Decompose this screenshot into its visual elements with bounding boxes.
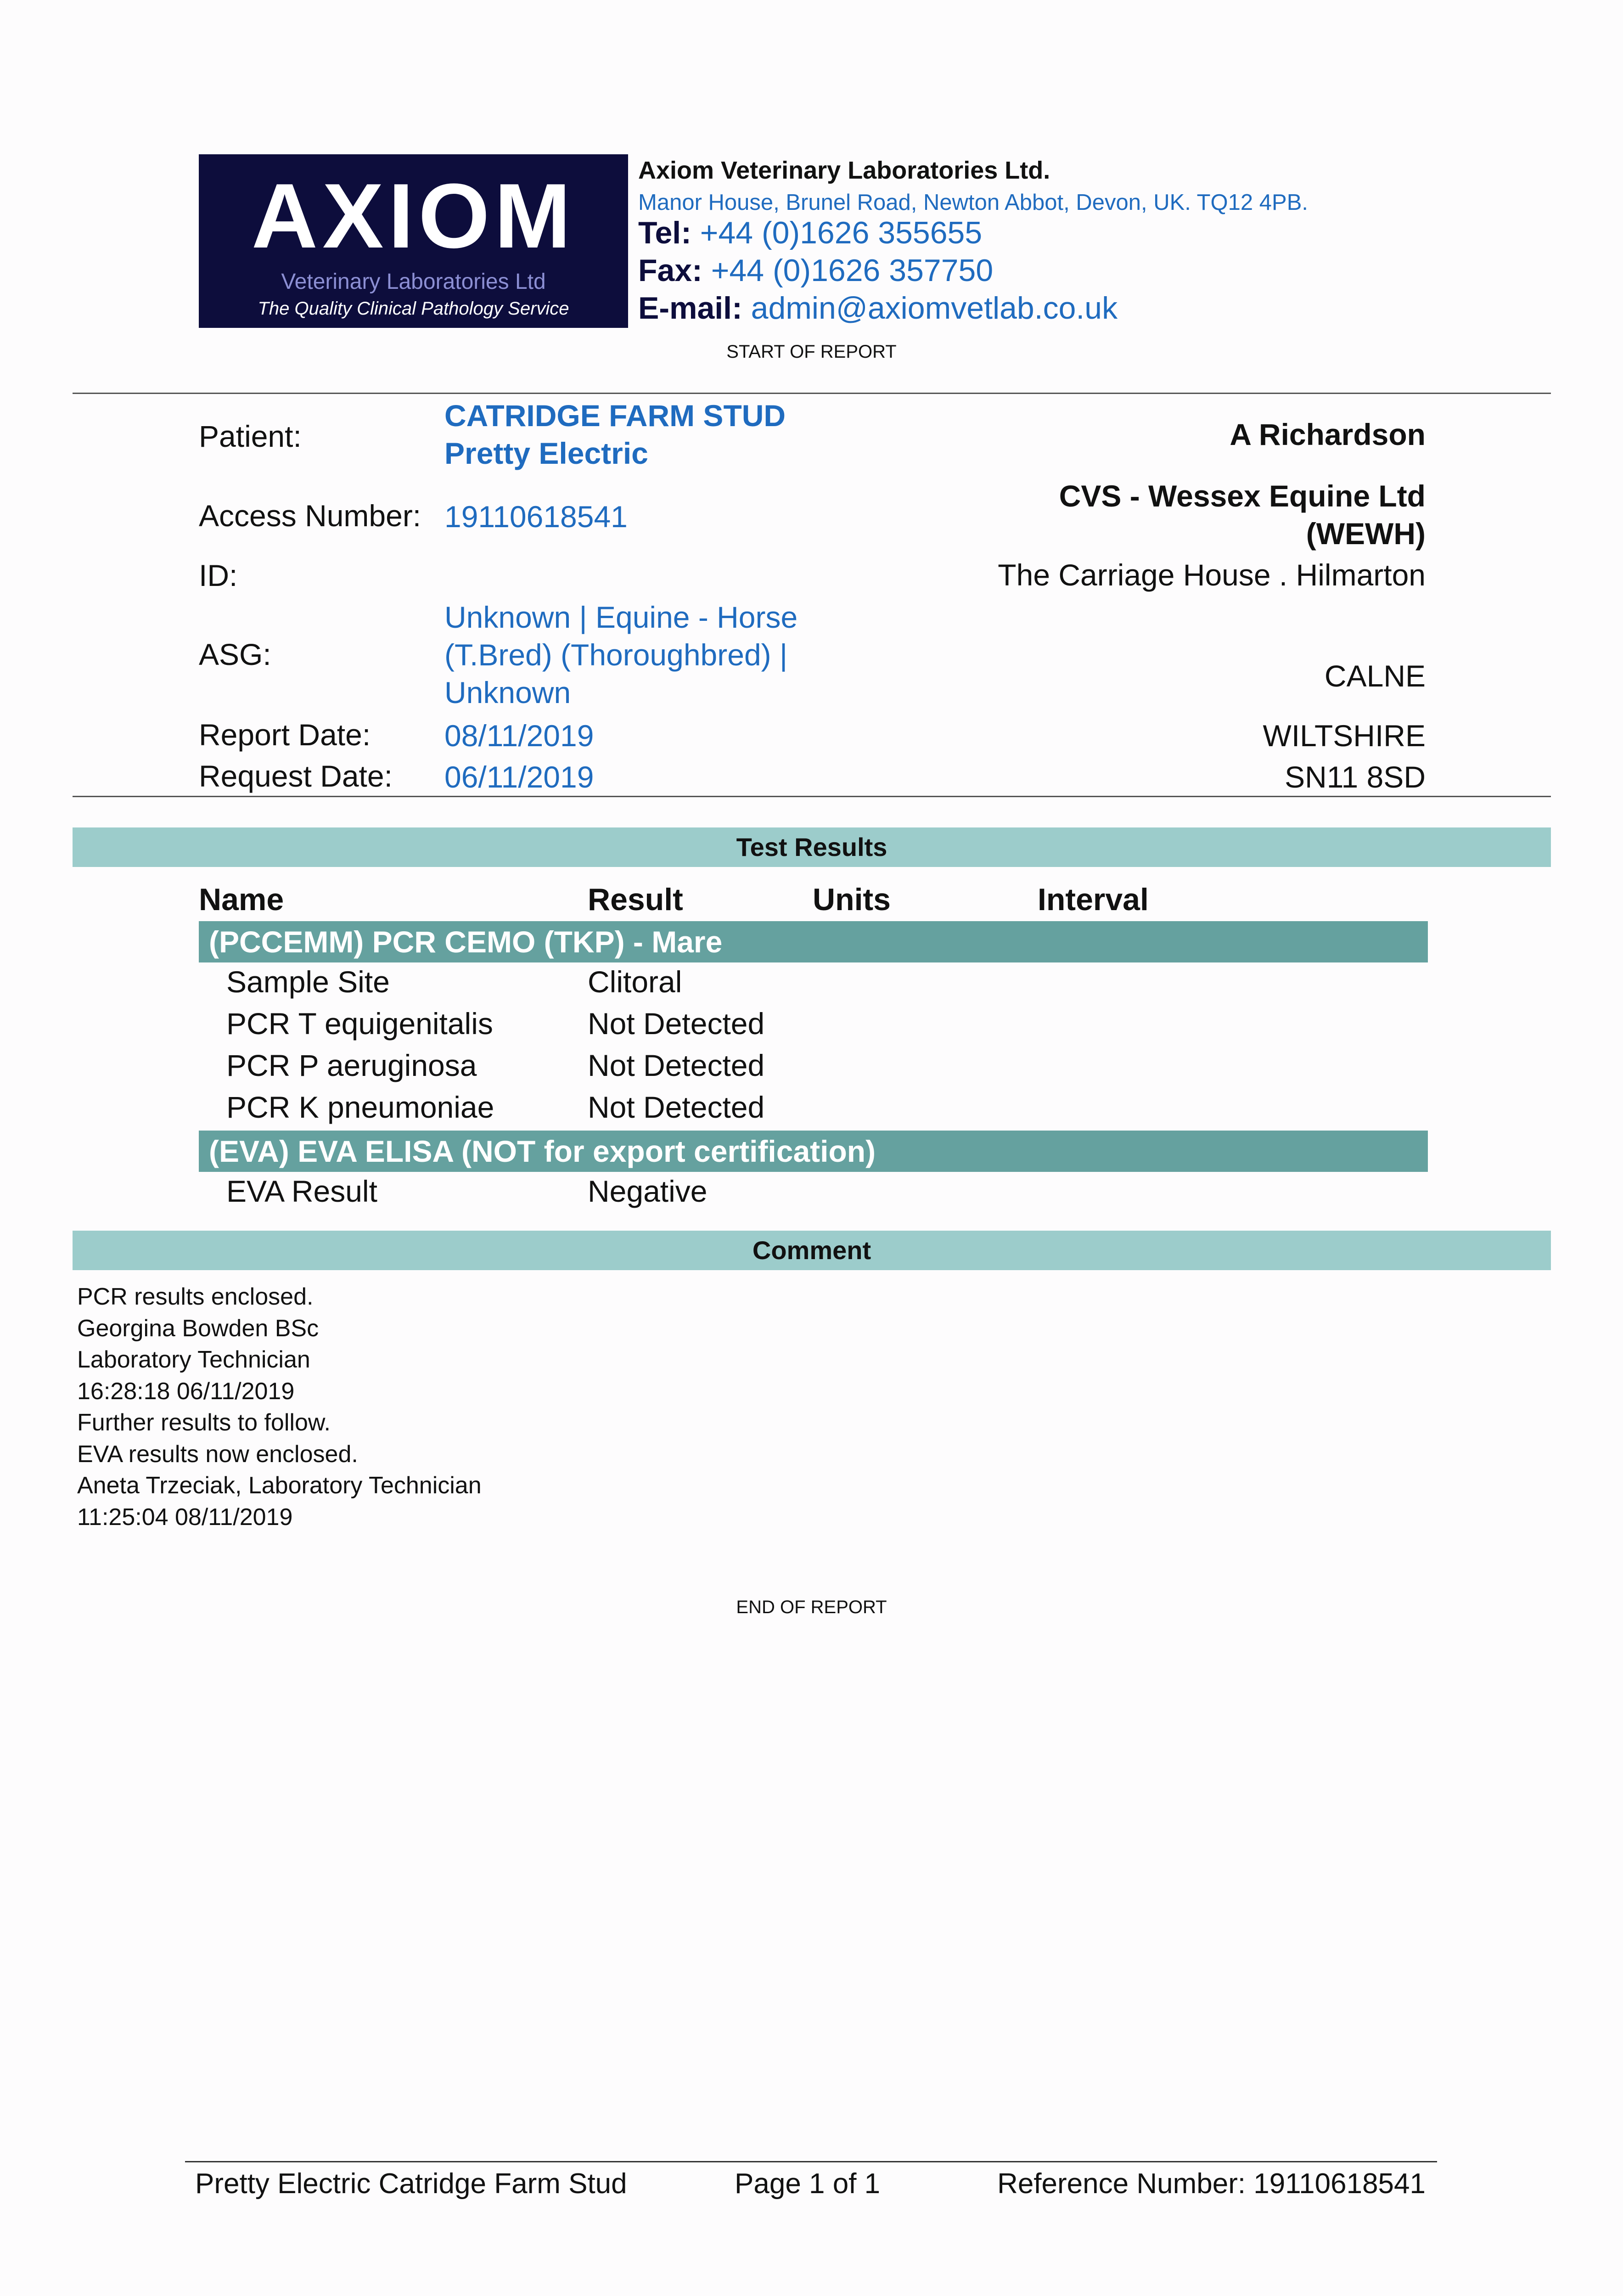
result-value: Not Detected [588, 1090, 765, 1124]
result-name: PCR P aeruginosa [226, 1048, 477, 1082]
result-name: PCR T equigenitalis [226, 1007, 493, 1041]
patient-rule [73, 796, 1551, 797]
comment-line: 16:28:18 06/11/2019 [77, 1378, 295, 1405]
test-group-header: (EVA) EVA ELISA (NOT for export certification) [199, 1131, 1428, 1172]
test-group-header: (PCCEMM) PCR CEMO (TKP) - Mare [199, 921, 1428, 962]
access-number: 19110618541 [444, 500, 628, 534]
comment-line: Georgina Bowden BSc [77, 1315, 319, 1342]
col-interval: Interval [1038, 882, 1149, 917]
asg-line-3: Unknown [444, 675, 571, 709]
vet-county: WILTSHIRE [1263, 719, 1426, 753]
footer-page: Page 1 of 1 [735, 2168, 881, 2200]
report-date-label: Report Date: [199, 718, 371, 752]
footer-rule [185, 2161, 1437, 2162]
vet-postcode: SN11 8SD [1285, 760, 1426, 794]
end-of-report: END OF REPORT [736, 1597, 887, 1617]
result-name: EVA Result [226, 1174, 377, 1208]
tel-label: Tel: [638, 215, 691, 250]
id-label: ID: [199, 558, 238, 592]
asg-label: ASG: [199, 637, 271, 671]
patient-owner: CATRIDGE FARM STUD [444, 399, 786, 433]
report-date: 08/11/2019 [444, 719, 594, 753]
logo-word: AXIOM [251, 165, 576, 267]
asg-line-1: Unknown | Equine - Horse [444, 600, 798, 634]
comment-body [77, 1281, 482, 1533]
vet-address: The Carriage House . Hilmarton [998, 558, 1426, 592]
request-date-label: Request Date: [199, 759, 393, 793]
company-name: Axiom Veterinary Laboratories Ltd. [638, 157, 1050, 184]
comment-line: 11:25:04 08/11/2019 [77, 1503, 293, 1531]
footer-reference: Reference Number: 19110618541 [997, 2168, 1426, 2200]
logo-tagline: The Quality Clinical Pathology Service [258, 298, 569, 319]
access-label: Access Number: [199, 499, 421, 533]
vet-practice: CVS - Wessex Equine Ltd [1059, 479, 1426, 513]
fax-label: Fax: [638, 253, 702, 288]
request-date: 06/11/2019 [444, 760, 594, 794]
col-name: Name [199, 882, 284, 917]
axiom-logo [199, 154, 628, 328]
company-tel [638, 215, 982, 251]
patient-label: Patient: [199, 419, 302, 453]
comment-line: EVA results now enclosed. [77, 1441, 358, 1468]
result-value: Not Detected [588, 1007, 765, 1041]
test-results-header: Test Results [73, 827, 1551, 867]
comment-line: Laboratory Technician [77, 1346, 310, 1373]
tel-value[interactable]: +44 (0)1626 355655 [700, 215, 983, 250]
asg-line-2: (T.Bred) (Thoroughbred) | [444, 638, 788, 672]
company-fax [638, 253, 993, 288]
comment-line: PCR results enclosed. [77, 1283, 314, 1310]
email-value[interactable]: admin@axiomvetlab.co.uk [751, 291, 1118, 326]
comment-header: Comment [73, 1231, 1551, 1270]
vet-practice-code: (WEWH) [1306, 517, 1426, 551]
fax-value: +44 (0)1626 357750 [711, 253, 994, 288]
vet-name: A Richardson [1230, 417, 1426, 451]
result-name: Sample Site [226, 965, 390, 999]
comment-line: Further results to follow. [77, 1409, 331, 1436]
email-label: E-mail: [638, 291, 742, 326]
header-rule [73, 393, 1551, 394]
start-of-report: START OF REPORT [726, 342, 897, 362]
result-value: Not Detected [588, 1048, 765, 1082]
vet-town: CALNE [1324, 659, 1426, 693]
result-value: Negative [588, 1174, 708, 1208]
company-address: Manor House, Brunel Road, Newton Abbot, Devon, UK. TQ12 4PB. [638, 190, 1308, 215]
company-email [638, 290, 1118, 326]
logo-subtitle: Veterinary Laboratories Ltd [281, 270, 546, 294]
comment-line: Aneta Trzeciak, Laboratory Technician [77, 1472, 482, 1499]
result-name: PCR K pneumoniae [226, 1090, 494, 1124]
footer-patient: Pretty Electric Catridge Farm Stud [195, 2168, 627, 2200]
result-value: Clitoral [588, 965, 682, 999]
patient-name: Pretty Electric [444, 436, 648, 470]
col-result: Result [588, 882, 683, 917]
col-units: Units [813, 882, 891, 917]
